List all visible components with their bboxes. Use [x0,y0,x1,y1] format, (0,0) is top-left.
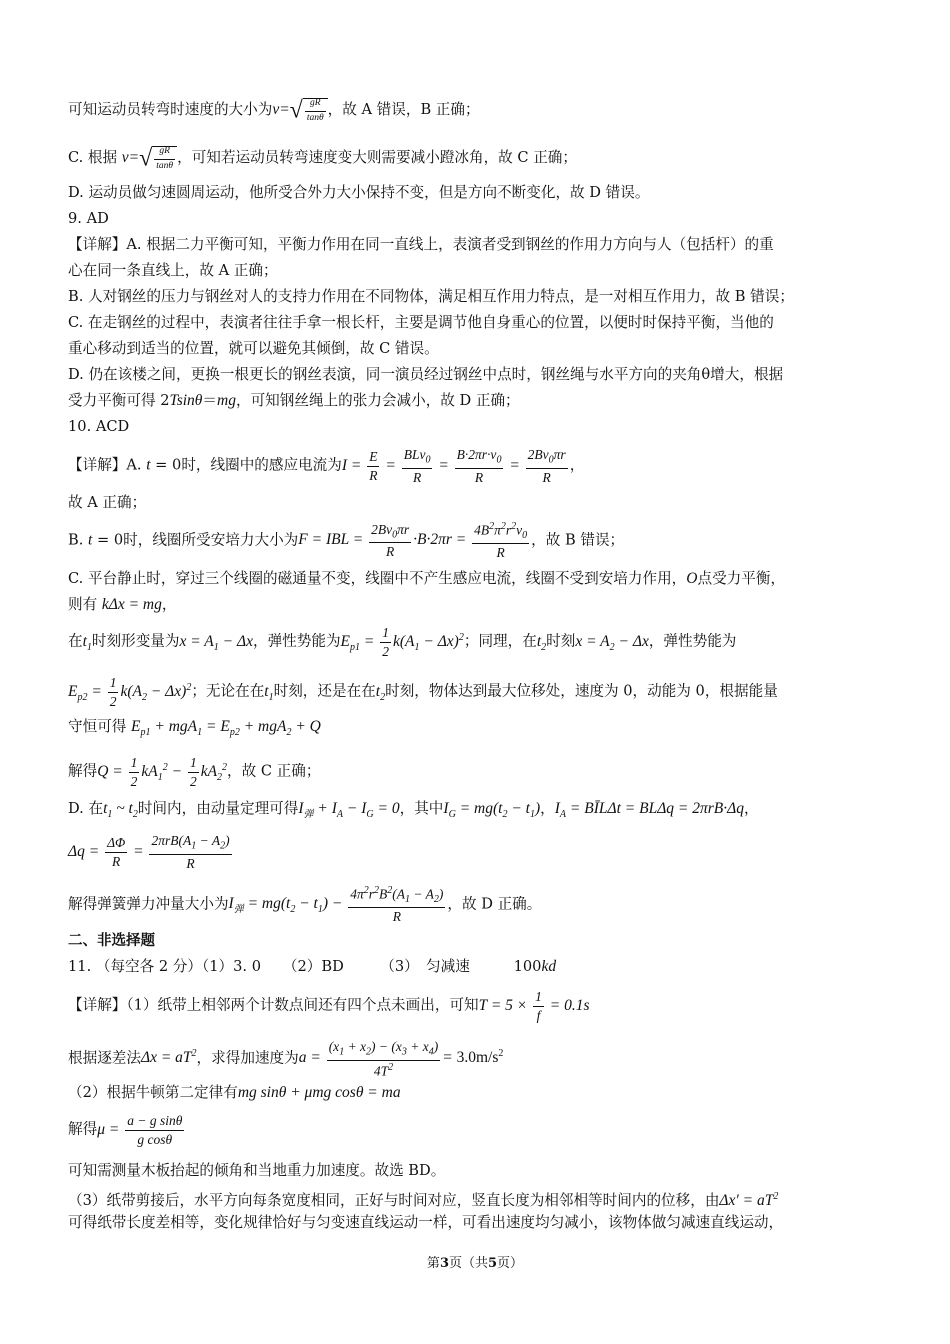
line-option-d: D. 运动员做匀速圆周运动，他所受合外力大小保持不变，但是方向不断变化，故 D 错误。 [68,184,650,201]
q10-detail-a: 【详解】A. t = 0时，线圈中的感应电流为I = $\frac{E}{R}$ = $\frac{BLv_0}{R}$ = $\frac{B\cdot 2\pi r\cdot v_0}{R}$ = $\frac{2Bv_0\pi r}{R}$ ， [68,447,585,485]
q10-detail-c-energy2: $E_{p2}$ = $\frac{1}{2}$ $k(A_2 - \Delta x)^2$；无论在在$t_1$时刻，还是在在$t_2$时刻，物体达到最大位移处，速度为 0，动能为 0，根据能量 [68,675,778,709]
formula-v: v=√ $\frac{gR}{\tan\theta}$ [272,101,327,118]
q11-detail-2: （2）根据牛顿第二定律有mg sinθ + μmg cosθ = ma [68,1084,401,1101]
line-speed-result: 可知运动员转弯时速度的大小为v=√ $\frac{gR}{\tan\theta}$ ，故 A 错误，B 正确； [68,97,480,124]
q9-detail-b: B. 人对钢丝的压力与钢丝对人的支持力作用在不同物体，满足相互作用力特点，是一对相互作用力，故 B 错误； [68,288,794,305]
q10-detail-c-eq: 则有 kΔx = mg， [68,596,177,613]
q9-detail-c: C. 在走钢丝的过程中，表演者往往手拿一根长杆，主要是调节他自身重心的位置，以便时时保持平衡，当他的 [68,314,774,331]
q10-detail-d-charge: Δq = $\frac{\Delta\Phi}{R}$ = $\frac{2\pi rB(A_1 - A_2)}{R}$ [68,833,230,871]
q10-detail-a-cont: 故 A 正确； [68,494,147,511]
question-10-answer: 10. ACD [68,418,130,435]
formula-force: F = IBL = $\frac{2Bv_0\pi r}{R}$ ·B·2πr = $\frac{4B^2\pi^2r^2v_0}{R}$ [298,521,528,561]
formula-v: v=√ $\frac{gR}{\tan\theta}$ [122,149,177,166]
q9-detail-a-cont: 心在同一条直线上，故 A 正确； [68,262,278,279]
formula-current: I = $\frac{E}{R}$ = $\frac{BLv_0}{R}$ = $\frac{B\cdot 2\pi r\cdot v_0}{R}$ = $\frac{2Bv_0\pi r}{R}$ [341,447,566,485]
q11-detail-mu: 解得μ = $\frac{\text{a − g sinθ}}{\text{g cosθ}}$ [68,1113,183,1147]
q10-detail-d: D. 在$t_1$ ~ $t_2$时间内，由动量定理可得$I_弹 + I_A - I_G = 0$，其中$I_G = mg(t_2 - t_1)$，$I_A$ = BĪLΔt = BLΔq = 2πrB·Δq， [68,800,759,821]
question-9-answer: 9. AD [68,210,109,227]
q11-detail-1: 【详解】（1）纸带上相邻两个计数点间还有四个点未画出，可知T = 5 × $\frac{1}{f}$ = 0.1s [68,989,590,1023]
section-heading: 二、非选择题 [68,933,155,949]
q10-detail-c-energy: 在$t_1$时刻形变量为$x = A_1 - \Delta x$，弹性势能为$E_{p1}$ = $\frac{1}{2}$ $k(A_1 - \Delta x)^2$；同理，在$t_2$时刻$x = A_2 - \Delta x$，弹性势能为 [68,625,737,659]
q10-detail-d-result: 解得弹簧弹力冲量大小为$I_弹 = mg(t_2 - t_1)$ − $\frac{4\pi^2r^2B^2(A_1 - A_2)}{R}$ ，故 D 正确。 [68,885,542,925]
q9-detail-d: D. 仍在该楼之间，更换一根更长的钢丝表演，同一演员经过钢丝中点时，钢丝绳与水平方向的夹角θ增大，根据 [68,366,784,383]
q10-detail-c: C. 平台静止时，穿过三个线圈的磁通量不变，线圈中不产生感应电流，线圈不受到安培力作用，O点受力平衡， [68,570,786,587]
q9-detail-a: 【详解】A. 根据二力平衡可知，平衡力作用在同一直线上，表演者受到钢丝的作用力方向与人（包括杆）的重 [68,236,774,253]
q11-detail-accel: 根据逐差法$\Delta x = aT^2$，求得加速度为a = $\frac{(x_1 + x_2) - (x_3 + x_4)}{4T^2}$ = $3.0m/s^2$ [68,1039,504,1079]
page-footer: 第3页（共5页） [426,1256,524,1271]
q11-detail-3-cont: 可得纸带长度差相等，变化规律恰好与匀变速直线运动一样，可看出速度均匀减小，该物体做匀减速直线运动， [68,1214,784,1231]
q10-detail-b: B. t = 0时，线圈所受安培力大小为F = IBL = $\frac{2Bv_0\pi r}{R}$ ·B·2πr = $\frac{4B^2\pi^2r^2v_0}{R}$ ，故 B 错误； [68,521,625,561]
question-11-answer: 11. （每空各 2 分）（1）3. 0 （2）BD （3） 匀减速 100kd [68,958,557,975]
q11-detail-2-cont: 可知需测量木板抬起的倾角和当地重力加速度。故选 BD。 [68,1162,446,1179]
q9-detail-d-cont: 受力平衡可得 2Tsinθ＝mg，可知钢丝绳上的张力会减小，故 D 正确； [68,392,520,409]
q9-detail-c-cont: 重心移动到适当的位置，就可以避免其倾倒，故 C 错误。 [68,340,439,357]
line-option-c: C. 根据 v=√ $\frac{gR}{\tan\theta}$ ，可知若运动员转弯速度变大则需要减小蹬冰角，故 C 正确； [68,145,577,172]
q10-detail-c-result: 解得Q = $\frac{1}{2}$ $kA_1^2$ − $\frac{1}{2}$ $kA_2^2$，故 C 正确； [68,755,321,789]
q11-detail-3: （3）纸带剪接后，水平方向每条宽度相同，正好与时间对应，竖直长度为相邻相等时间内的位移，由$\Delta x' = aT^2$ [68,1191,779,1210]
q10-detail-c-conserve: 守恒可得 $E_{p1} + mgA_1 = E_{p2} + mgA_2 + Q$ [68,718,321,739]
